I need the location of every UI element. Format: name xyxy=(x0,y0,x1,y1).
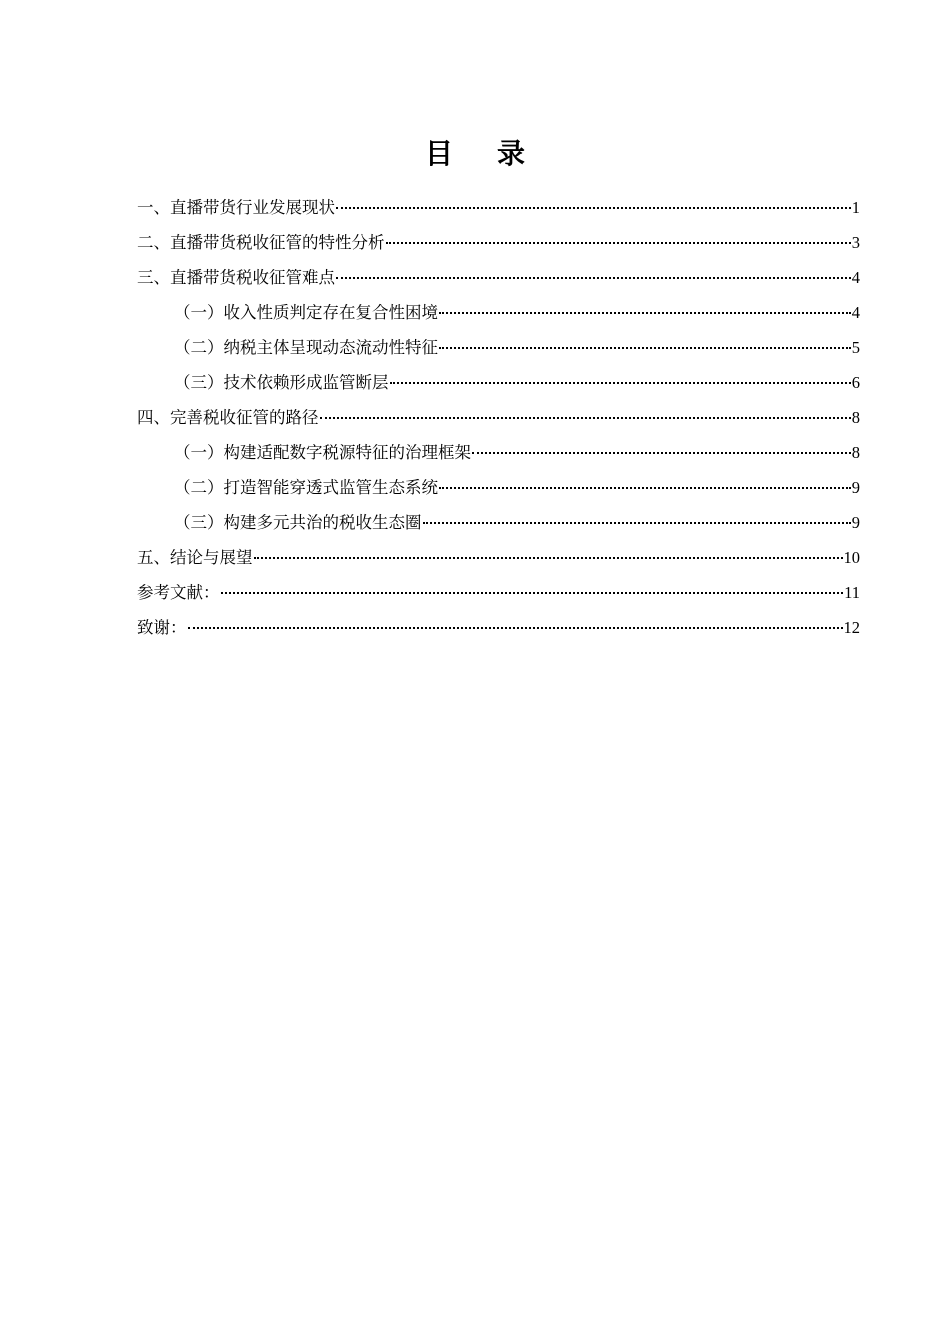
toc-page-number: 9 xyxy=(851,478,860,497)
toc-entry-label: （一）收入性质判定存在复合性困境 xyxy=(174,303,438,322)
dot-leader xyxy=(221,592,844,594)
toc-subentry[interactable] xyxy=(137,295,860,330)
toc-entry-label: （三）技术依赖形成监管断层 xyxy=(174,373,389,392)
dot-leader xyxy=(423,522,851,524)
toc-subentry[interactable] xyxy=(137,365,860,400)
dot-leader xyxy=(439,487,851,489)
toc-entry[interactable] xyxy=(137,400,860,435)
toc-page-number: 5 xyxy=(851,338,860,357)
toc-entry[interactable] xyxy=(137,190,860,225)
title-char-2: 录 xyxy=(497,137,526,170)
toc-subentry[interactable] xyxy=(137,505,860,540)
dot-leader xyxy=(439,347,851,349)
toc-entry-label: 二、直播带货税收征管的特性分析 xyxy=(137,233,385,252)
page-title xyxy=(0,134,950,174)
toc-entry[interactable] xyxy=(137,260,860,295)
dot-leader xyxy=(336,277,851,279)
toc-entry[interactable] xyxy=(137,540,860,575)
toc-page-number: 4 xyxy=(851,303,860,322)
toc-page-number: 6 xyxy=(851,373,860,392)
toc-page-number: 11 xyxy=(844,583,860,602)
dot-leader xyxy=(336,207,851,209)
toc-page-number: 8 xyxy=(851,443,860,462)
toc-entry-label: 参考文献： xyxy=(137,583,220,602)
toc-entry-label: 五、结论与展望 xyxy=(137,548,253,567)
dot-leader xyxy=(254,557,843,559)
toc-entry-label: 致谢： xyxy=(137,618,187,637)
dot-leader xyxy=(320,417,851,419)
toc-entry-label: （一）构建适配数字税源特征的治理框架 xyxy=(174,443,471,462)
toc-entry[interactable] xyxy=(137,225,860,260)
title-char-1: 目 xyxy=(424,137,453,170)
toc-entry[interactable] xyxy=(137,610,860,645)
toc-page-number: 8 xyxy=(851,408,860,427)
dot-leader xyxy=(386,242,851,244)
toc-subentry[interactable] xyxy=(137,470,860,505)
toc-page-number: 10 xyxy=(843,548,860,567)
toc-subentry[interactable] xyxy=(137,330,860,365)
dot-leader xyxy=(188,627,843,629)
toc-entry-label: 四、完善税收征管的路径 xyxy=(137,408,319,427)
table-of-contents xyxy=(137,190,860,645)
toc-page-number: 1 xyxy=(851,198,860,217)
toc-entry-label: 一、直播带货行业发展现状 xyxy=(137,198,335,217)
dot-leader xyxy=(439,312,851,314)
toc-entry-label: （三）构建多元共治的税收生态圈 xyxy=(174,513,422,532)
toc-subentry[interactable] xyxy=(137,435,860,470)
dot-leader xyxy=(390,382,851,384)
toc-entry-label: （二）纳税主体呈现动态流动性特征 xyxy=(174,338,438,357)
dot-leader xyxy=(472,452,851,454)
toc-page-number: 4 xyxy=(851,268,860,287)
toc-entry[interactable] xyxy=(137,575,860,610)
toc-page-number: 12 xyxy=(843,618,860,637)
toc-entry-label: 三、直播带货税收征管难点 xyxy=(137,268,335,287)
toc-page-number: 9 xyxy=(851,513,860,532)
toc-page-number: 3 xyxy=(851,233,860,252)
toc-entry-label: （二）打造智能穿透式监管生态系统 xyxy=(174,478,438,497)
